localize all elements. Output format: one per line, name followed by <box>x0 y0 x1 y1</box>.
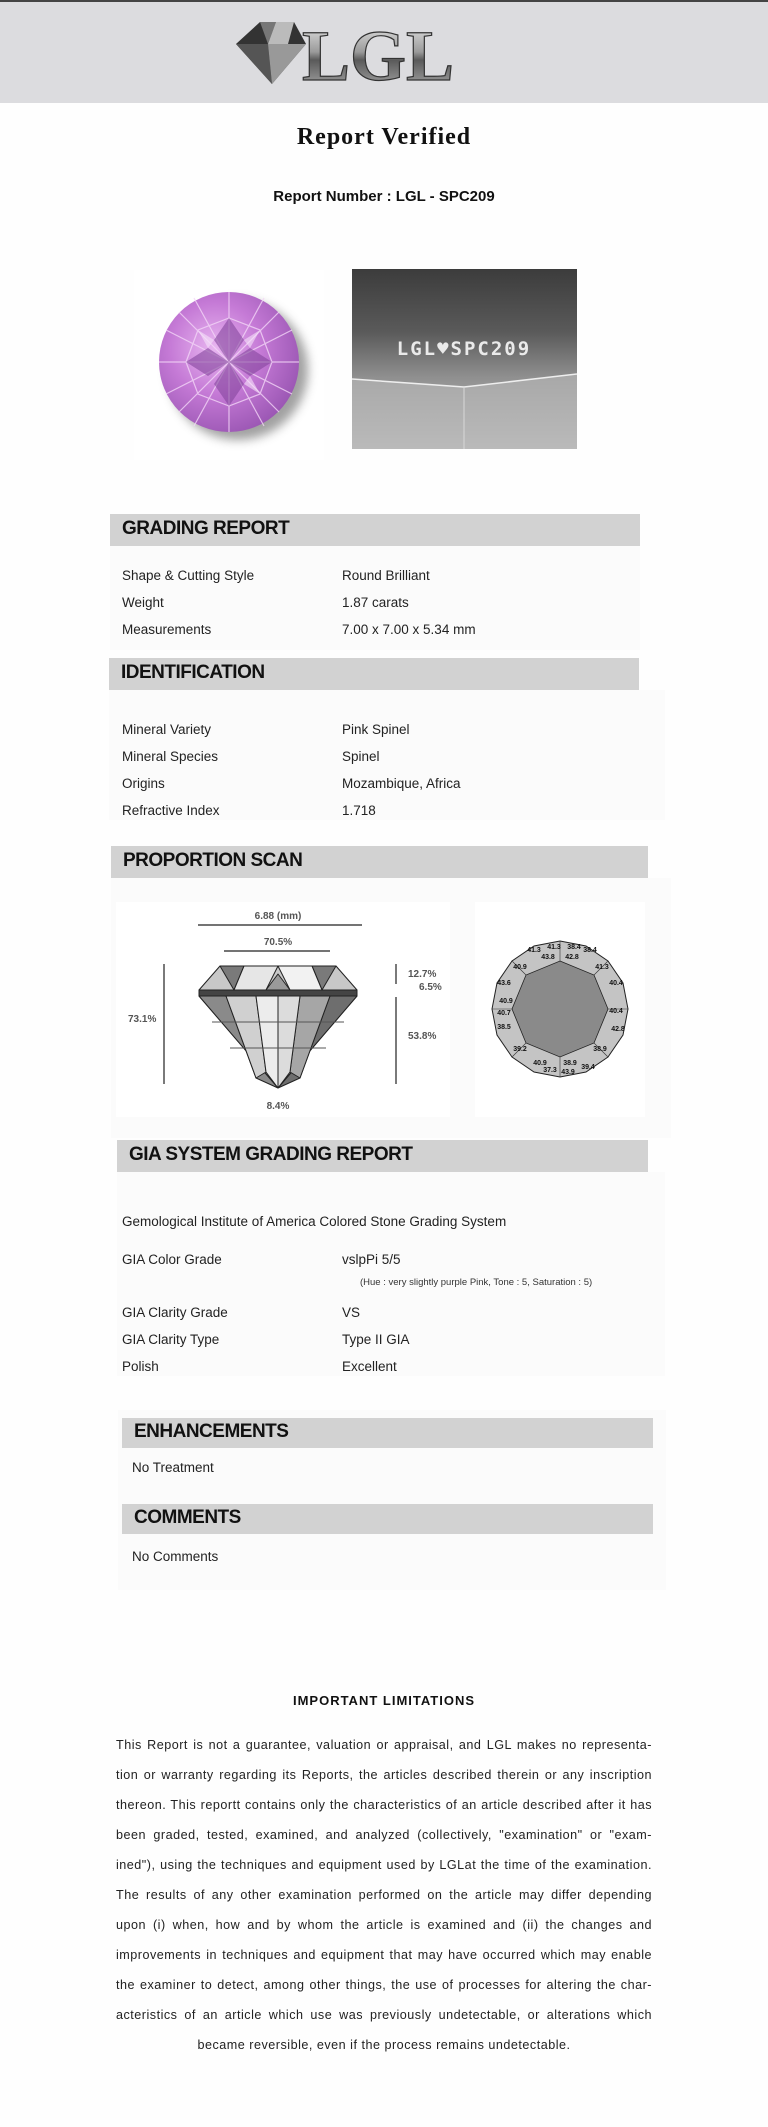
row-value: 1.718 <box>342 803 376 818</box>
diameter-label: 6.88 (mm) <box>254 911 302 922</box>
svg-text:40.9: 40.9 <box>499 998 513 1005</box>
svg-text:38.9: 38.9 <box>593 1046 607 1053</box>
row-value: Mozambique, Africa <box>342 776 461 791</box>
svg-text:40.4: 40.4 <box>609 980 623 987</box>
svg-text:39.2: 39.2 <box>513 1046 527 1053</box>
row-value: 1.87 carats <box>342 595 409 610</box>
row-label: Mineral Species <box>122 749 219 764</box>
limitations-text: This Report is not a guarantee, valuation or appraisal, and LGL makes no representa-tion or warranty regarding its Reports, the articles described therein or any inscription thereon. This reportt contains only the characteristics of an article described after it has been graded, tested, examined, and analyzed (collectively, "examination" or "exam-ined"), using the techniques and equipment used by LGLat the time of the examination. The results of any other examination performed on the article may differ depending upon (i) when, how and by whom the article is examined and (ii) the changes and improvements in techniques and equipment that may have occurred which may enable the examiner to detect, among other things, the use of processes for altering the char-acteristics of an article which use was previously undetectable, or alterations which became reversible, even if the process remains undetectable. <box>116 1738 652 2052</box>
row-label: Shape & Cutting Style <box>122 568 255 583</box>
row-value: Pink Spinel <box>342 722 410 737</box>
inscription-photo <box>352 269 577 449</box>
section-heading: GRADING REPORT <box>122 518 290 539</box>
section-heading: GIA SYSTEM GRADING REPORT <box>129 1144 413 1165</box>
row-value: Type II GIA <box>342 1332 410 1347</box>
svg-text:42.8: 42.8 <box>611 1026 625 1033</box>
limitations-heading: IMPORTANT LIMITATIONS <box>292 1693 476 1708</box>
svg-text:41.3: 41.3 <box>595 964 609 971</box>
svg-text:38.5: 38.5 <box>497 1024 511 1031</box>
row-value: vslpPi 5/5 <box>342 1252 401 1267</box>
section-heading: PROPORTION SCAN <box>123 850 303 871</box>
row-label: Mineral Variety <box>122 722 212 737</box>
row-value: Excellent <box>342 1359 397 1374</box>
section-heading: COMMENTS <box>134 1507 241 1528</box>
svg-text:43.6: 43.6 <box>497 980 511 987</box>
row-value: 7.00 x 7.00 x 5.34 mm <box>342 622 476 637</box>
svg-text:40.4: 40.4 <box>609 1008 623 1015</box>
girdle-label: 6.5% <box>419 982 442 993</box>
row-label: Origins <box>122 776 165 791</box>
crown-label: 12.7% <box>408 969 437 980</box>
grading-report-panel <box>110 546 640 650</box>
svg-text:43.9: 43.9 <box>561 1069 575 1076</box>
row-label: Refractive Index <box>122 803 220 818</box>
grading-report-header <box>110 514 640 546</box>
gem-photo <box>134 270 324 460</box>
svg-text:LGL♥SPC209: LGL♥SPC209 <box>396 338 532 360</box>
row-label: GIA Color Grade <box>122 1252 222 1267</box>
diamond-logo-icon <box>232 14 492 92</box>
color-grade-note: (Hue : very slightly purple Pink, Tone : 5, Saturation : 5) <box>360 1277 593 1288</box>
comments-header <box>122 1504 653 1534</box>
svg-text:39.4: 39.4 <box>581 1064 595 1071</box>
pavilion-label: 53.8% <box>408 1031 437 1042</box>
enhancements-value: No Treatment <box>132 1460 214 1475</box>
row-label: GIA Clarity Grade <box>122 1305 228 1320</box>
row-label: GIA Clarity Type <box>122 1332 220 1347</box>
row-label: Measurements <box>122 622 212 637</box>
table-label: 70.5% <box>263 937 293 948</box>
svg-text:41.3: 41.3 <box>547 944 561 951</box>
svg-text:38.9: 38.9 <box>563 1060 577 1067</box>
proportion-scan-header <box>111 846 648 878</box>
row-value: VS <box>342 1305 361 1320</box>
svg-text:40.7: 40.7 <box>497 1010 511 1017</box>
svg-text:42.8: 42.8 <box>565 954 579 961</box>
svg-text:40.9: 40.9 <box>533 1060 547 1067</box>
svg-text:38.4: 38.4 <box>567 944 581 951</box>
profile-diagram <box>116 902 450 1117</box>
svg-text:41.3: 41.3 <box>527 947 541 954</box>
svg-text:38.4: 38.4 <box>583 947 597 954</box>
gia-report-header <box>117 1140 648 1172</box>
top-view-diagram <box>475 902 645 1117</box>
report-number: Report Number : LGL - SPC209 <box>273 188 495 205</box>
svg-text:37.3: 37.3 <box>543 1067 557 1074</box>
svg-text:LGL: LGL <box>302 16 455 92</box>
row-value: Round Brilliant <box>342 568 430 583</box>
culet-label: 8.4% <box>266 1101 290 1112</box>
page-title: Report Verified <box>296 124 472 150</box>
section-heading: IDENTIFICATION <box>121 662 265 683</box>
total-depth-label: 73.1% <box>128 1014 157 1025</box>
identification-header <box>109 658 639 690</box>
comments-value: No Comments <box>132 1549 219 1564</box>
section-heading: ENHANCEMENTS <box>134 1421 289 1442</box>
gia-subtitle: Gemological Institute of America Colored Stone Grading System <box>122 1214 507 1229</box>
identification-panel <box>109 690 665 820</box>
svg-text:40.9: 40.9 <box>513 964 527 971</box>
enhancements-header <box>122 1418 653 1448</box>
row-value: Spinel <box>342 749 380 764</box>
row-label: Weight <box>122 595 164 610</box>
svg-text:43.8: 43.8 <box>541 954 555 961</box>
row-label: Polish <box>122 1359 159 1374</box>
lgl-logo <box>232 14 492 92</box>
gia-report-panel <box>117 1172 665 1376</box>
